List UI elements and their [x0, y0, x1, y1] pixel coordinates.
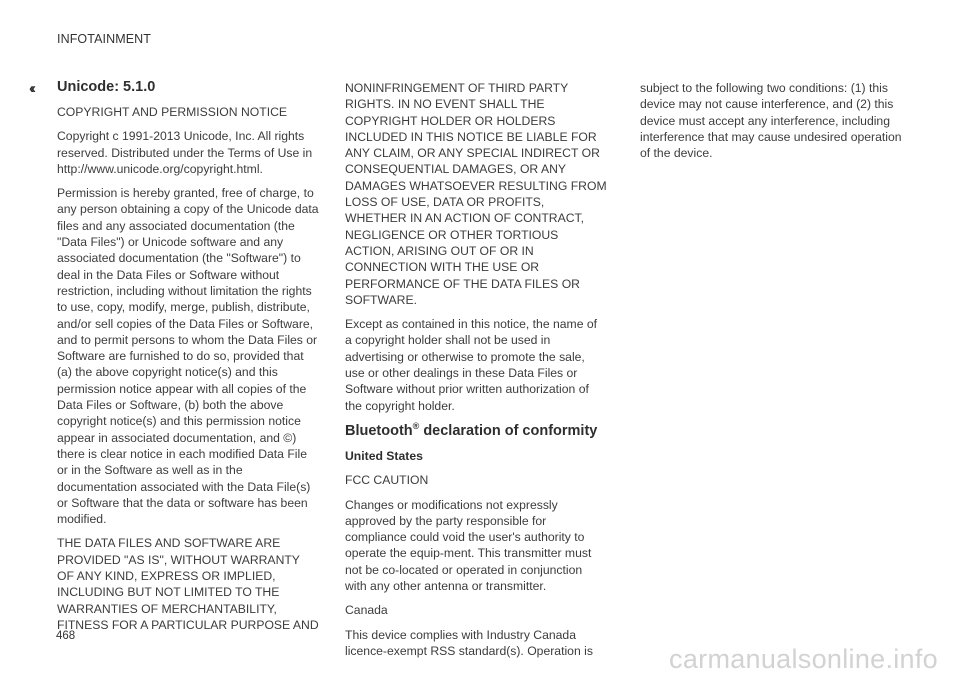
except-paragraph: Except as contained in this notice, the name of a copyright holder shall not be used in advertising or otherwise to promote the sale, use or other dealings in these Data Files or Software without prior written authorization of the copyright holder.	[345, 317, 598, 413]
canada-heading: Canada	[345, 603, 388, 618]
continued-chevrons-icon: ‹‹	[29, 80, 33, 97]
unicode-section-title: Unicode: 5.1.0	[57, 79, 156, 95]
permission-paragraph: Permission is hereby granted, free of charge, to any person obtaining a copy of the Unicode data files and any associated documentation (the "Data Files") or Unicode software and any associated documentation (the "Software") to deal in the Data Files or Software without restriction, including without limitation the rights to use, copy, modify, merge, publish, distribute, and/or sell copies of the Data Files or Software, and to permit persons to whom the Data Files or Software are furnished to do so, provided that (a) the above copyright notice(s) and this permission notice appear with all copies of the Data Files or Software, (b) both the above copyright notice(s) and this permission notice appear in associated documentation, and ©) there is clear notice in each modified Data File or in the Software as well as in the documentation associated with the Data File(s) or Software that the data or software has been modified.	[57, 186, 319, 527]
column-right	[640, 80, 902, 169]
united-states-heading: United States	[345, 448, 423, 463]
notice-heading: COPYRIGHT AND PERMISSION NOTICE	[57, 105, 288, 119]
page-number: 468	[56, 630, 76, 642]
fcc-caution-label: FCC CAUTION	[345, 473, 429, 488]
copyright-paragraph: Copyright c 1991-2013 Unicode, Inc. All rights reserved. Distributed under the Terms of Use in http://www.unicode.org/copyright.html.	[57, 129, 313, 176]
fcc-paragraph: Changes or modifications not expressly approved by the party responsible for compliance could void the user's authority to operate the equip-ment. This transmitter must not be co-located or operated in conjunction with any other antenna or transmitter.	[345, 497, 592, 594]
registered-mark: ®	[412, 421, 420, 432]
canada-paragraph-end: subject to the following two conditions: (1) this device may not cause interference, and (2) this device must accept any interference, including interference that may cause undesired operation of the device.	[640, 81, 902, 161]
bluetooth-section-title	[345, 422, 607, 440]
page-header-title: INFOTAINMENT	[57, 32, 152, 46]
column-left	[57, 78, 319, 641]
column-middle	[345, 80, 607, 667]
disclaimer-paragraph-start: THE DATA FILES AND SOFTWARE ARE PROVIDED "AS IS", WITHOUT WARRANTY OF ANY KIND, EXPRESS OR IMPLIED, INCLUDING BUT NOT LIMITED TO THE WARRANTIES OF MERCHANTABILITY, FITNESS FOR A PARTICULAR PURPOSE AND	[57, 536, 319, 632]
bluetooth-title-rest: declaration of conformity	[419, 422, 598, 439]
canada-paragraph-start: This device complies with Industry Canada licence-exempt RSS standard(s). Operation is	[345, 627, 593, 658]
disclaimer-paragraph-end: NONINFRINGEMENT OF THIRD PARTY RIGHTS. IN NO EVENT SHALL THE COPYRIGHT HOLDER OR HOLDERS INCLUDED IN THIS NOTICE BE LIABLE FOR ANY CLAIM, OR ANY SPECIAL INDIRECT OR CONSEQUENTIAL DAMAGES, OR ANY DAMAGES WHATSOEVER RESULTING FROM LOSS OF USE, DATA OR PROFITS, WHETHER IN AN ACTION OF CONTRACT, NEGLIGENCE OR OTHER TORTIOUS ACTION, ARISING OUT OF OR IN CONNECTION WITH THE USE OR PERFORMANCE OF THE DATA FILES OR SOFTWARE.	[345, 81, 607, 307]
watermark-text: carmanualsonline.info	[669, 644, 938, 674]
bluetooth-title-main: Bluetooth	[345, 422, 413, 439]
